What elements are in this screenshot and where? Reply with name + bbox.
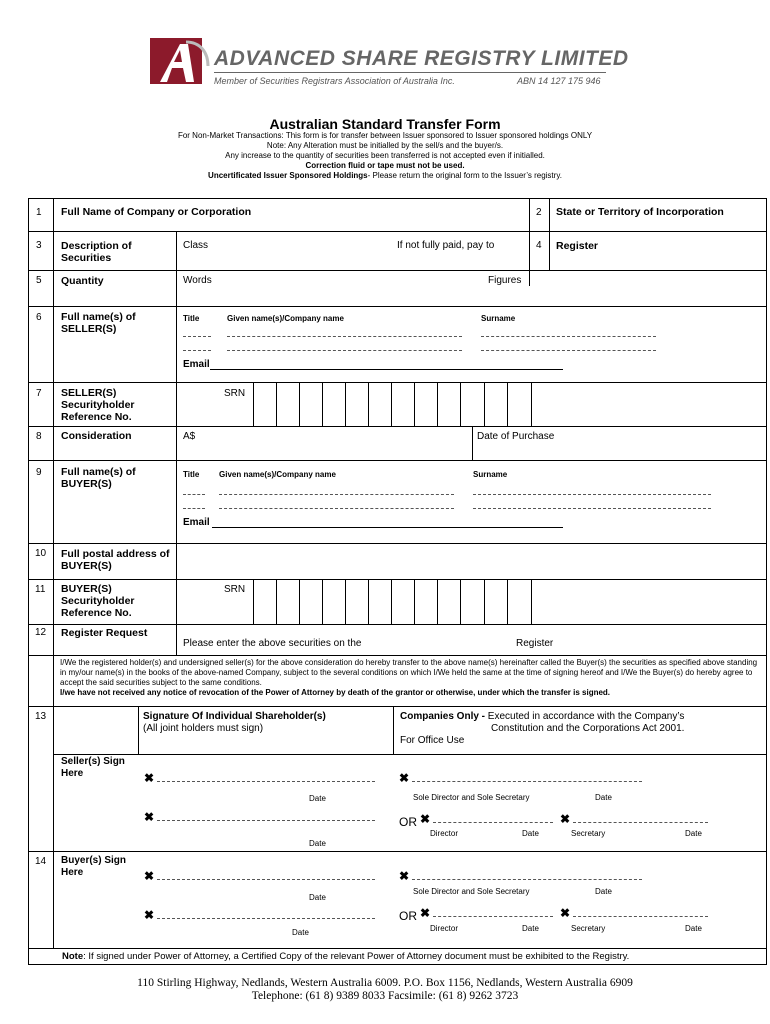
row-line: [28, 270, 767, 271]
companies-only-rest: Executed in accordance with the Company’s: [487, 711, 685, 722]
declaration-bold: I/we have not received any notice of revocation of the Power of Attorney by death of the grantor or otherwise, under which the transfer is signed.: [60, 688, 611, 697]
sign-cross-icon: ✖: [399, 771, 410, 785]
date-label: Date: [595, 887, 612, 896]
individual-sign-sub: (All joint holders must sign): [143, 723, 264, 734]
number-column-divider: [53, 198, 54, 706]
note-text: [62, 951, 629, 962]
purchase-date-label: Date of Purchase: [477, 431, 555, 442]
director-label: Director: [430, 924, 459, 933]
buyer-srn-digit-box[interactable]: [277, 579, 299, 624]
company-name-field[interactable]: [176, 218, 526, 230]
header-line-1: For Non-Market Transactions: This form is for transfer between Issuer sponsored to Issuer sponsored holdings ONLY: [177, 131, 593, 140]
buyer-srn-digit-box[interactable]: [369, 579, 391, 624]
sign-cross-icon: ✖: [144, 810, 155, 824]
buyer-srn-digit-box[interactable]: [300, 579, 322, 624]
seller-director-line[interactable]: [433, 822, 553, 823]
row-number: 13: [35, 711, 47, 722]
row-line: [28, 948, 767, 949]
seller-given-line-2[interactable]: [227, 350, 462, 351]
footer-address: 110 Stirling Highway, Nedlands, Western Australia 6009. P.O. Box 1156, Nedlands, Western Australia 6909: [137, 977, 633, 989]
row-number: 4: [536, 240, 542, 251]
company-abn: ABN 14 127 175 946: [517, 76, 601, 86]
seller-srn-digit-box[interactable]: [323, 382, 345, 426]
header-line-5-bold: Uncertificated Issuer Sponsored Holdings: [208, 171, 368, 180]
buyer-given-line-2[interactable]: [219, 508, 454, 509]
buyer-surname-line-1[interactable]: [473, 494, 711, 495]
row-line: [28, 655, 767, 656]
header-line-4: Correction fluid or tape must not be used.: [305, 161, 465, 170]
declaration-body: I/We the registered holder(s) and undersigned seller(s) for the above consideration do hereby transfer to the above name(s) hereinafter called the Buyer(s) the securities as specified above standing in my/our name(s) in the books of the above-named Company, subject to the several conditions on which I/We held the same at the time of signing hereof and I/We the Buyer(s) do hereby agree to accept the said securities subject to the same conditions.: [60, 658, 758, 687]
buyer-secretary-line[interactable]: [573, 916, 708, 917]
date-label: Date: [292, 928, 309, 937]
seller-secretary-line[interactable]: [573, 822, 708, 823]
date-label: Date: [522, 924, 539, 933]
aud-label: A$: [183, 431, 196, 442]
buyer-sign-here: Buyer(s) Sign Here: [61, 855, 127, 878]
companies-only-bold: Companies Only -: [400, 711, 486, 722]
sign-cross-icon: ✖: [420, 812, 431, 826]
seller-surname-header: Surname: [481, 314, 516, 323]
row-line: [28, 851, 767, 852]
date-label: Date: [309, 893, 326, 902]
company-name: ADVANCED SHARE REGISTRY LIMITED: [214, 47, 629, 70]
row-number: 6: [36, 312, 42, 323]
seller-names-label: Full name(s) of SELLER(S): [61, 311, 136, 335]
note-bold: Note: [62, 951, 84, 962]
row-line: [28, 460, 767, 461]
buyer-srn-box-divider: [531, 579, 532, 624]
seller-email-line[interactable]: [210, 369, 563, 370]
row-number: 2: [536, 207, 542, 218]
buyer-srn-digit-box[interactable]: [438, 579, 460, 624]
row-number: 11: [35, 584, 46, 595]
sig-col-divider: [393, 706, 394, 754]
row-number: 3: [36, 240, 42, 251]
col-divider: [529, 270, 530, 286]
buyer-email-label: Email: [183, 517, 210, 528]
sign-cross-icon: ✖: [144, 771, 155, 785]
buyer-srn-label: BUYER(S) Securityholder Reference No.: [61, 583, 135, 619]
buyer-given-header: Given name(s)/Company name: [219, 470, 336, 479]
seller-title-line-1[interactable]: [183, 336, 211, 337]
buyer-names-label: Full name(s) of BUYER(S): [61, 466, 136, 490]
seller-srn-digit-box[interactable]: [461, 382, 484, 426]
logo-rule: [214, 72, 606, 73]
or-label: OR: [399, 815, 417, 829]
buyer-company-sole-line[interactable]: [412, 879, 642, 880]
row-number: 10: [35, 548, 47, 559]
number-column-divider-sig: [53, 706, 54, 948]
sig-header-line: [53, 754, 767, 755]
seller-company-sole-line[interactable]: [412, 781, 642, 782]
buyer-srn-digit-box[interactable]: [461, 579, 484, 624]
seller-srn-digit-box[interactable]: [415, 382, 437, 426]
seller-surname-line-1[interactable]: [481, 336, 656, 337]
seller-title-header: Title: [183, 314, 200, 323]
date-label: Date: [309, 794, 326, 803]
seller-srn-digit-box[interactable]: [438, 382, 460, 426]
seller-given-line-1[interactable]: [227, 336, 462, 337]
register-request-label: Register Request: [61, 627, 148, 639]
row-number: 7: [36, 388, 42, 399]
seller-srn-box-divider: [531, 382, 532, 426]
companies-only-text: [400, 711, 684, 723]
buyer-director-line[interactable]: [433, 916, 553, 917]
buyer-srn-digit-box[interactable]: [508, 579, 531, 624]
seller-srn-digit-box[interactable]: [346, 382, 368, 426]
companies-only-rest2: Constitution and the Corporations Act 2001.: [491, 723, 685, 734]
row-line: [28, 543, 767, 544]
quantity-label: Quantity: [61, 275, 104, 287]
date-label: Date: [309, 839, 326, 848]
row-number: 1: [36, 207, 42, 218]
label-column-divider: [176, 231, 177, 655]
sign-cross-icon: ✖: [420, 906, 431, 920]
buyer-surname-line-2[interactable]: [473, 508, 711, 509]
col-divider: [529, 231, 530, 270]
individual-sign-title: Signature Of Individual Shareholder(s): [143, 711, 326, 722]
date-label: Date: [685, 829, 702, 838]
row-number: 14: [35, 856, 47, 867]
footer-phone: Telephone: (61 8) 9389 8033 Facsimile: (61 8) 9262 3723: [251, 990, 519, 1002]
date-label: Date: [522, 829, 539, 838]
col-divider: [472, 426, 473, 460]
seller-surname-line-2[interactable]: [481, 350, 656, 351]
sign-cross-icon: ✖: [399, 869, 410, 883]
buyer-srn-prefix: SRN: [224, 584, 246, 595]
seller-given-header: Given name(s)/Company name: [227, 314, 344, 323]
or-label: OR: [399, 909, 417, 923]
buyer-srn-digit-box[interactable]: [323, 579, 345, 624]
col-divider: [529, 198, 530, 231]
seller-srn-digit-box[interactable]: [254, 382, 276, 426]
buyer-srn-digit-box[interactable]: [254, 579, 276, 624]
figures-label: Figures: [488, 275, 522, 286]
date-label: Date: [595, 793, 612, 802]
company-membership: Member of Securities Registrars Association of Australia Inc.: [214, 76, 455, 86]
sign-cross-icon: ✖: [560, 906, 571, 920]
col-divider: [549, 231, 550, 270]
register-label: Register: [556, 240, 599, 252]
buyer-title-line-2[interactable]: [183, 508, 205, 509]
buyer-srn-digit-box[interactable]: [485, 579, 507, 624]
paid-label: If not fully paid, pay to: [397, 240, 495, 251]
form-title: Australian Standard Transfer Form: [269, 116, 501, 132]
class-label: Class: [183, 240, 209, 251]
buyer-srn-digit-box[interactable]: [415, 579, 437, 624]
seller-srn-digit-box[interactable]: [485, 382, 507, 426]
col-divider: [549, 198, 550, 231]
sole-director-label: Sole Director and Sole Secretary: [413, 887, 530, 896]
seller-srn-digit-box[interactable]: [277, 382, 299, 426]
seller-title-line-2[interactable]: [183, 350, 211, 351]
postal-address-label: Full postal address of BUYER(S): [61, 548, 170, 572]
office-use-label: For Office Use: [400, 735, 465, 746]
state-label: State or Territory of Incorporation: [556, 206, 724, 218]
consideration-label: Consideration: [61, 430, 132, 442]
sign-cross-icon: ✖: [144, 908, 155, 922]
buyer-srn-digit-box[interactable]: [392, 579, 414, 624]
words-label: Words: [183, 275, 212, 286]
seller-sign-here: Seller(s) Sign Here: [61, 756, 125, 779]
row-number: 5: [36, 275, 42, 286]
buyer-email-line[interactable]: [212, 527, 563, 528]
buyer-title-line-1[interactable]: [183, 494, 205, 495]
sig-col-divider: [138, 706, 139, 754]
buyer-srn-digit-box[interactable]: [346, 579, 368, 624]
header-line-3: Any increase to the quantity of securities been transferred is not accepted even if initialled.: [225, 151, 545, 160]
register-request-register: Register: [516, 638, 554, 649]
row-line: [28, 231, 767, 232]
secretary-label: Secretary: [571, 829, 606, 838]
seller-signature-line-2[interactable]: [157, 820, 375, 821]
seller-srn-digit-box[interactable]: [508, 382, 531, 426]
buyer-title-header: Title: [183, 470, 200, 479]
company-name-label: Full Name of Company or Corporation: [61, 206, 252, 218]
secretary-label: Secretary: [571, 924, 606, 933]
buyer-signature-line-1[interactable]: [157, 879, 375, 880]
header-line-5-rest: - Please return the original form to the Issuer’s registry.: [367, 171, 562, 180]
date-label: Date: [685, 924, 702, 933]
buyer-given-line-1[interactable]: [219, 494, 454, 495]
buyer-surname-header: Surname: [473, 470, 508, 479]
description-label: Description of Securities: [61, 240, 132, 264]
seller-srn-digit-box[interactable]: [392, 382, 414, 426]
seller-email-label: Email: [183, 359, 210, 370]
seller-signature-line-1[interactable]: [157, 781, 375, 782]
row-number: 8: [36, 431, 42, 442]
company-logo: [150, 38, 210, 86]
note-body: : If signed under Power of Attorney, a Certified Copy of the relevant Power of Attorney document must be exhibited to the Registry.: [83, 951, 630, 962]
row-number: 12: [35, 627, 47, 638]
row-line: [28, 624, 767, 625]
seller-srn-digit-box[interactable]: [369, 382, 391, 426]
buyer-signature-line-2[interactable]: [157, 918, 375, 919]
sign-cross-icon: ✖: [144, 869, 155, 883]
register-request-text: Please enter the above securities on the: [183, 638, 362, 649]
header-line-5: [0, 171, 770, 180]
row-line: [28, 306, 767, 307]
sign-cross-icon: ✖: [560, 812, 571, 826]
row-line: [28, 426, 767, 427]
seller-srn-label: SELLER(S) Securityholder Reference No.: [61, 387, 135, 423]
seller-srn-prefix: SRN: [224, 388, 246, 399]
header-line-2: Note: Any Alteration must be initialled by the sell/s and the buyer/s.: [266, 141, 504, 150]
declaration-text: [60, 658, 762, 698]
row-number: 9: [36, 467, 42, 478]
sole-director-label: Sole Director and Sole Secretary: [413, 793, 530, 802]
seller-srn-digit-box[interactable]: [300, 382, 322, 426]
director-label: Director: [430, 829, 459, 838]
